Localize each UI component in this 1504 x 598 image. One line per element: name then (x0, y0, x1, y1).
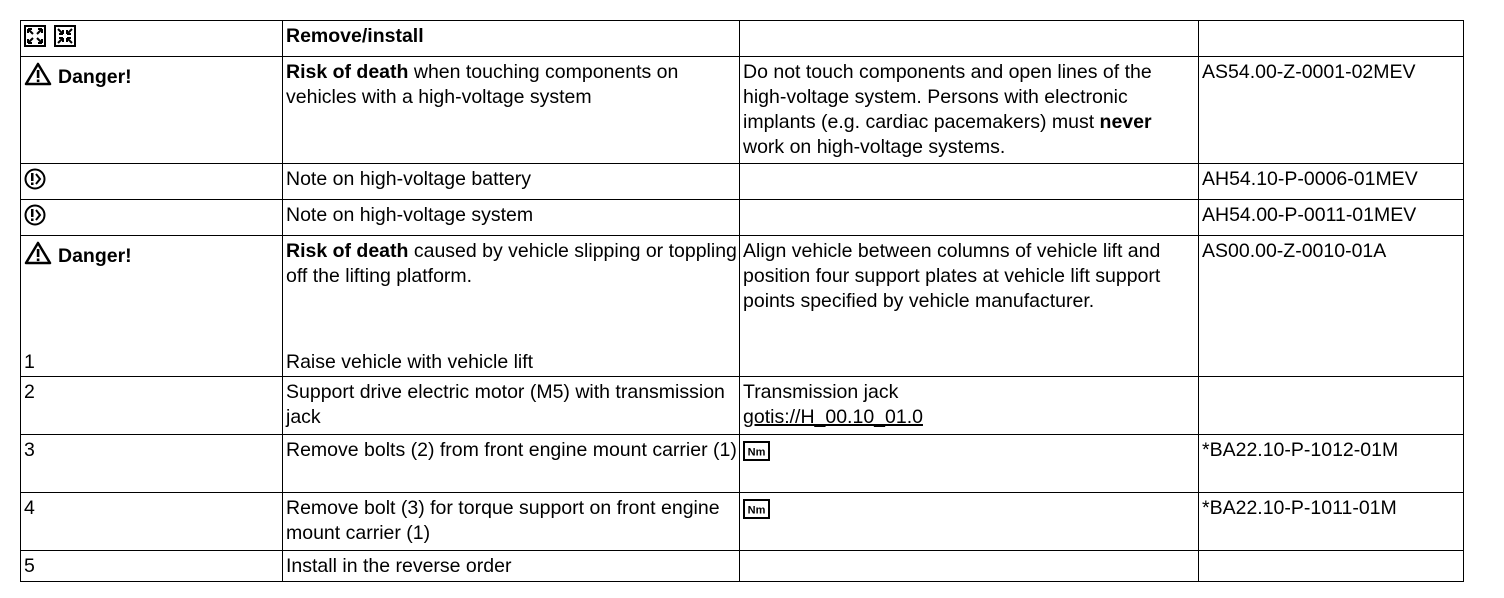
table-row (21, 200, 1464, 236)
note-text: Align vehicle between columns of vehicle lift and position four support plates at vehicle lift support points specified by vehicle manufacturer. (740, 236, 1199, 377)
expand-icon[interactable] (24, 25, 46, 47)
svg-text:Nm: Nm (747, 446, 766, 459)
warning-triangle-icon (24, 241, 52, 272)
info-note-icon (24, 204, 46, 226)
reference-link[interactable]: AH54.10-P-0006-01MEV (1199, 164, 1464, 200)
step-number: 5 (21, 551, 283, 582)
step-text: Remove bolt (3) for torque support on front engine mount carrier (1) (283, 493, 740, 551)
reference-link[interactable]: AS00.00-Z-0010-01A (1199, 236, 1464, 377)
tool-link[interactable]: gotis://H_00.10_01.0 (743, 406, 923, 428)
tool-name: Transmission jack (743, 381, 899, 403)
table-row (21, 236, 1464, 377)
table-header-row (21, 21, 1464, 57)
step-text: Risk of death when touching components on vehicles with a high-voltage system (283, 57, 740, 164)
step-number: 2 (21, 377, 283, 435)
step-text: Note on high-voltage system (283, 200, 740, 236)
step-text: Remove bolts (2) from front engine mount carrier (1) (283, 435, 740, 493)
step-number: 3 (21, 435, 283, 493)
procedure-table (20, 20, 1464, 582)
danger-label: Danger! (58, 245, 132, 267)
header-title: Remove/install (283, 21, 740, 57)
danger-label: Danger! (58, 66, 132, 88)
reference-link[interactable] (1199, 551, 1464, 582)
step-number: 4 (21, 493, 283, 551)
reference-link[interactable]: AS54.00-Z-0001-02MEV (1199, 57, 1464, 164)
step-text: Support drive electric motor (M5) with transmission jack (283, 377, 740, 435)
table-row (21, 435, 1464, 493)
step-action: Raise vehicle with vehicle lift (286, 351, 534, 373)
reference-link[interactable]: *BA22.10-P-1011-01M (1199, 493, 1464, 551)
table-row (21, 164, 1464, 200)
table-row (21, 377, 1464, 435)
torque-nm-icon[interactable] (743, 441, 770, 461)
reference-link[interactable] (1199, 377, 1464, 435)
step-number: 1 (24, 351, 35, 373)
reference-link[interactable]: AH54.00-P-0011-01MEV (1199, 200, 1464, 236)
collapse-icon[interactable] (54, 25, 76, 47)
table-row (21, 551, 1464, 582)
note-text: Do not touch components and open lines of the high-voltage system. Persons with electronic implants (e.g. cardiac pacemakers) must never work on high-voltage systems. (740, 57, 1199, 164)
info-note-icon (24, 168, 46, 190)
table-row (21, 57, 1464, 164)
header-icons-cell (21, 21, 283, 57)
torque-nm-icon[interactable] (743, 499, 770, 519)
step-text: Install in the reverse order (283, 551, 740, 582)
reference-link[interactable]: *BA22.10-P-1012-01M (1199, 435, 1464, 493)
svg-text:Nm: Nm (747, 504, 766, 517)
table-row (21, 493, 1464, 551)
warning-triangle-icon (24, 62, 52, 93)
step-text: Note on high-voltage battery (283, 164, 740, 200)
step-text: Risk of death caused by vehicle slipping or toppling off the lifting platform. (286, 240, 737, 287)
